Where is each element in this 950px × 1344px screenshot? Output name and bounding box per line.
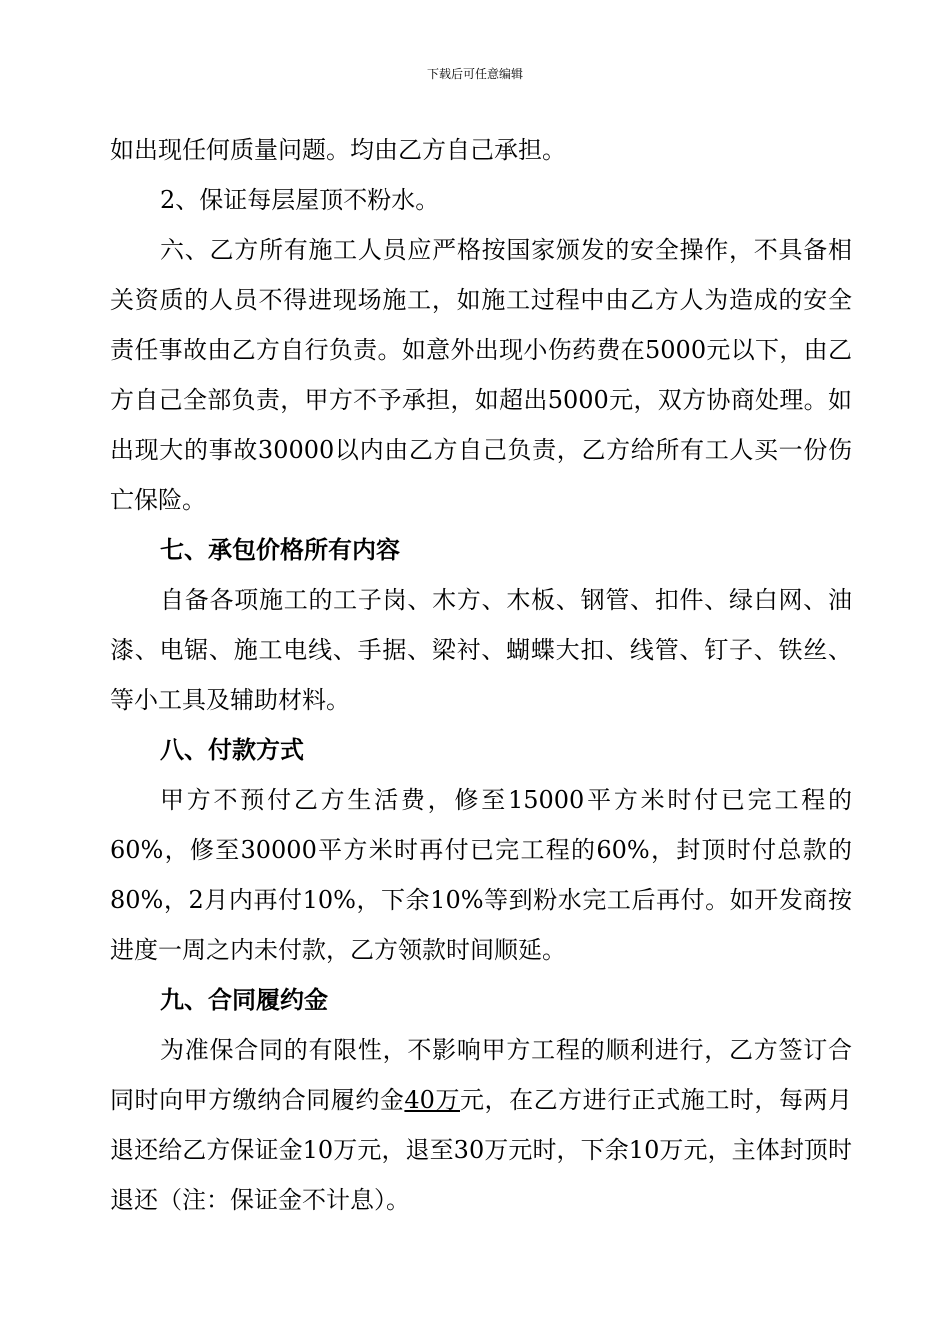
paragraph-deposit	[110, 1025, 852, 1225]
document-body	[110, 125, 852, 1225]
section-heading-7: 七、承包价格所有内容	[160, 535, 400, 564]
deposit-text-before: 为准保合同的有限性，不影响甲方工程的顺利进行，乙方签订合同时向甲方缴纳合同履约金	[110, 1036, 852, 1114]
paragraph-materials: 自备各项施工的工子岗、木方、木板、钢管、扣件、绿白网、油漆、电锯、施工电线、手据、梁衬、蝴蝶大扣、线管、钉子、铁丝、等小工具及辅助材料。	[110, 586, 852, 714]
paragraph-safety: 六、乙方所有施工人员应严格按国家颁发的安全操作，不具备相关资质的人员不得进现场施工，如施工过程中由乙方人为造成的安全责任事故由乙方自行负责。如意外出现小伤药费在5000元以下，由乙方自己全部负责，甲方不予承担，如超出5000元，双方协商处理。如出现大的事故30000以内由乙方自己负责，乙方给所有工人买一份伤亡保险。	[110, 236, 852, 514]
paragraph-quality: 如出现任何质量问题。均由乙方自己承担。	[110, 136, 566, 164]
page-header: 下载后可任意编辑	[426, 67, 523, 81]
deposit-amount-underlined: 40万	[404, 1086, 461, 1114]
section-heading-8: 八、付款方式	[160, 735, 304, 764]
section-heading-9: 九、合同履约金	[160, 985, 328, 1014]
paragraph-payment: 甲方不预付乙方生活费，修至15000平方米时付已完工程的60%，修至30000平方米时再付已完工程的60%，封顶时付总款的80%，2月内再付10%，下余10%等到粉水完工后再付。如开发商按进度一周之内未付款，乙方领款时间顺延。	[110, 786, 852, 964]
paragraph-roof: 2、保证每层屋顶不粉水。	[160, 186, 440, 214]
deposit-text-after: 元，在乙方进行正式施工时，每两月退还给乙方保证金10万元，退至30万元时，下余10万元，主体封顶时退还（注：保证金不计息）。	[110, 1086, 853, 1214]
